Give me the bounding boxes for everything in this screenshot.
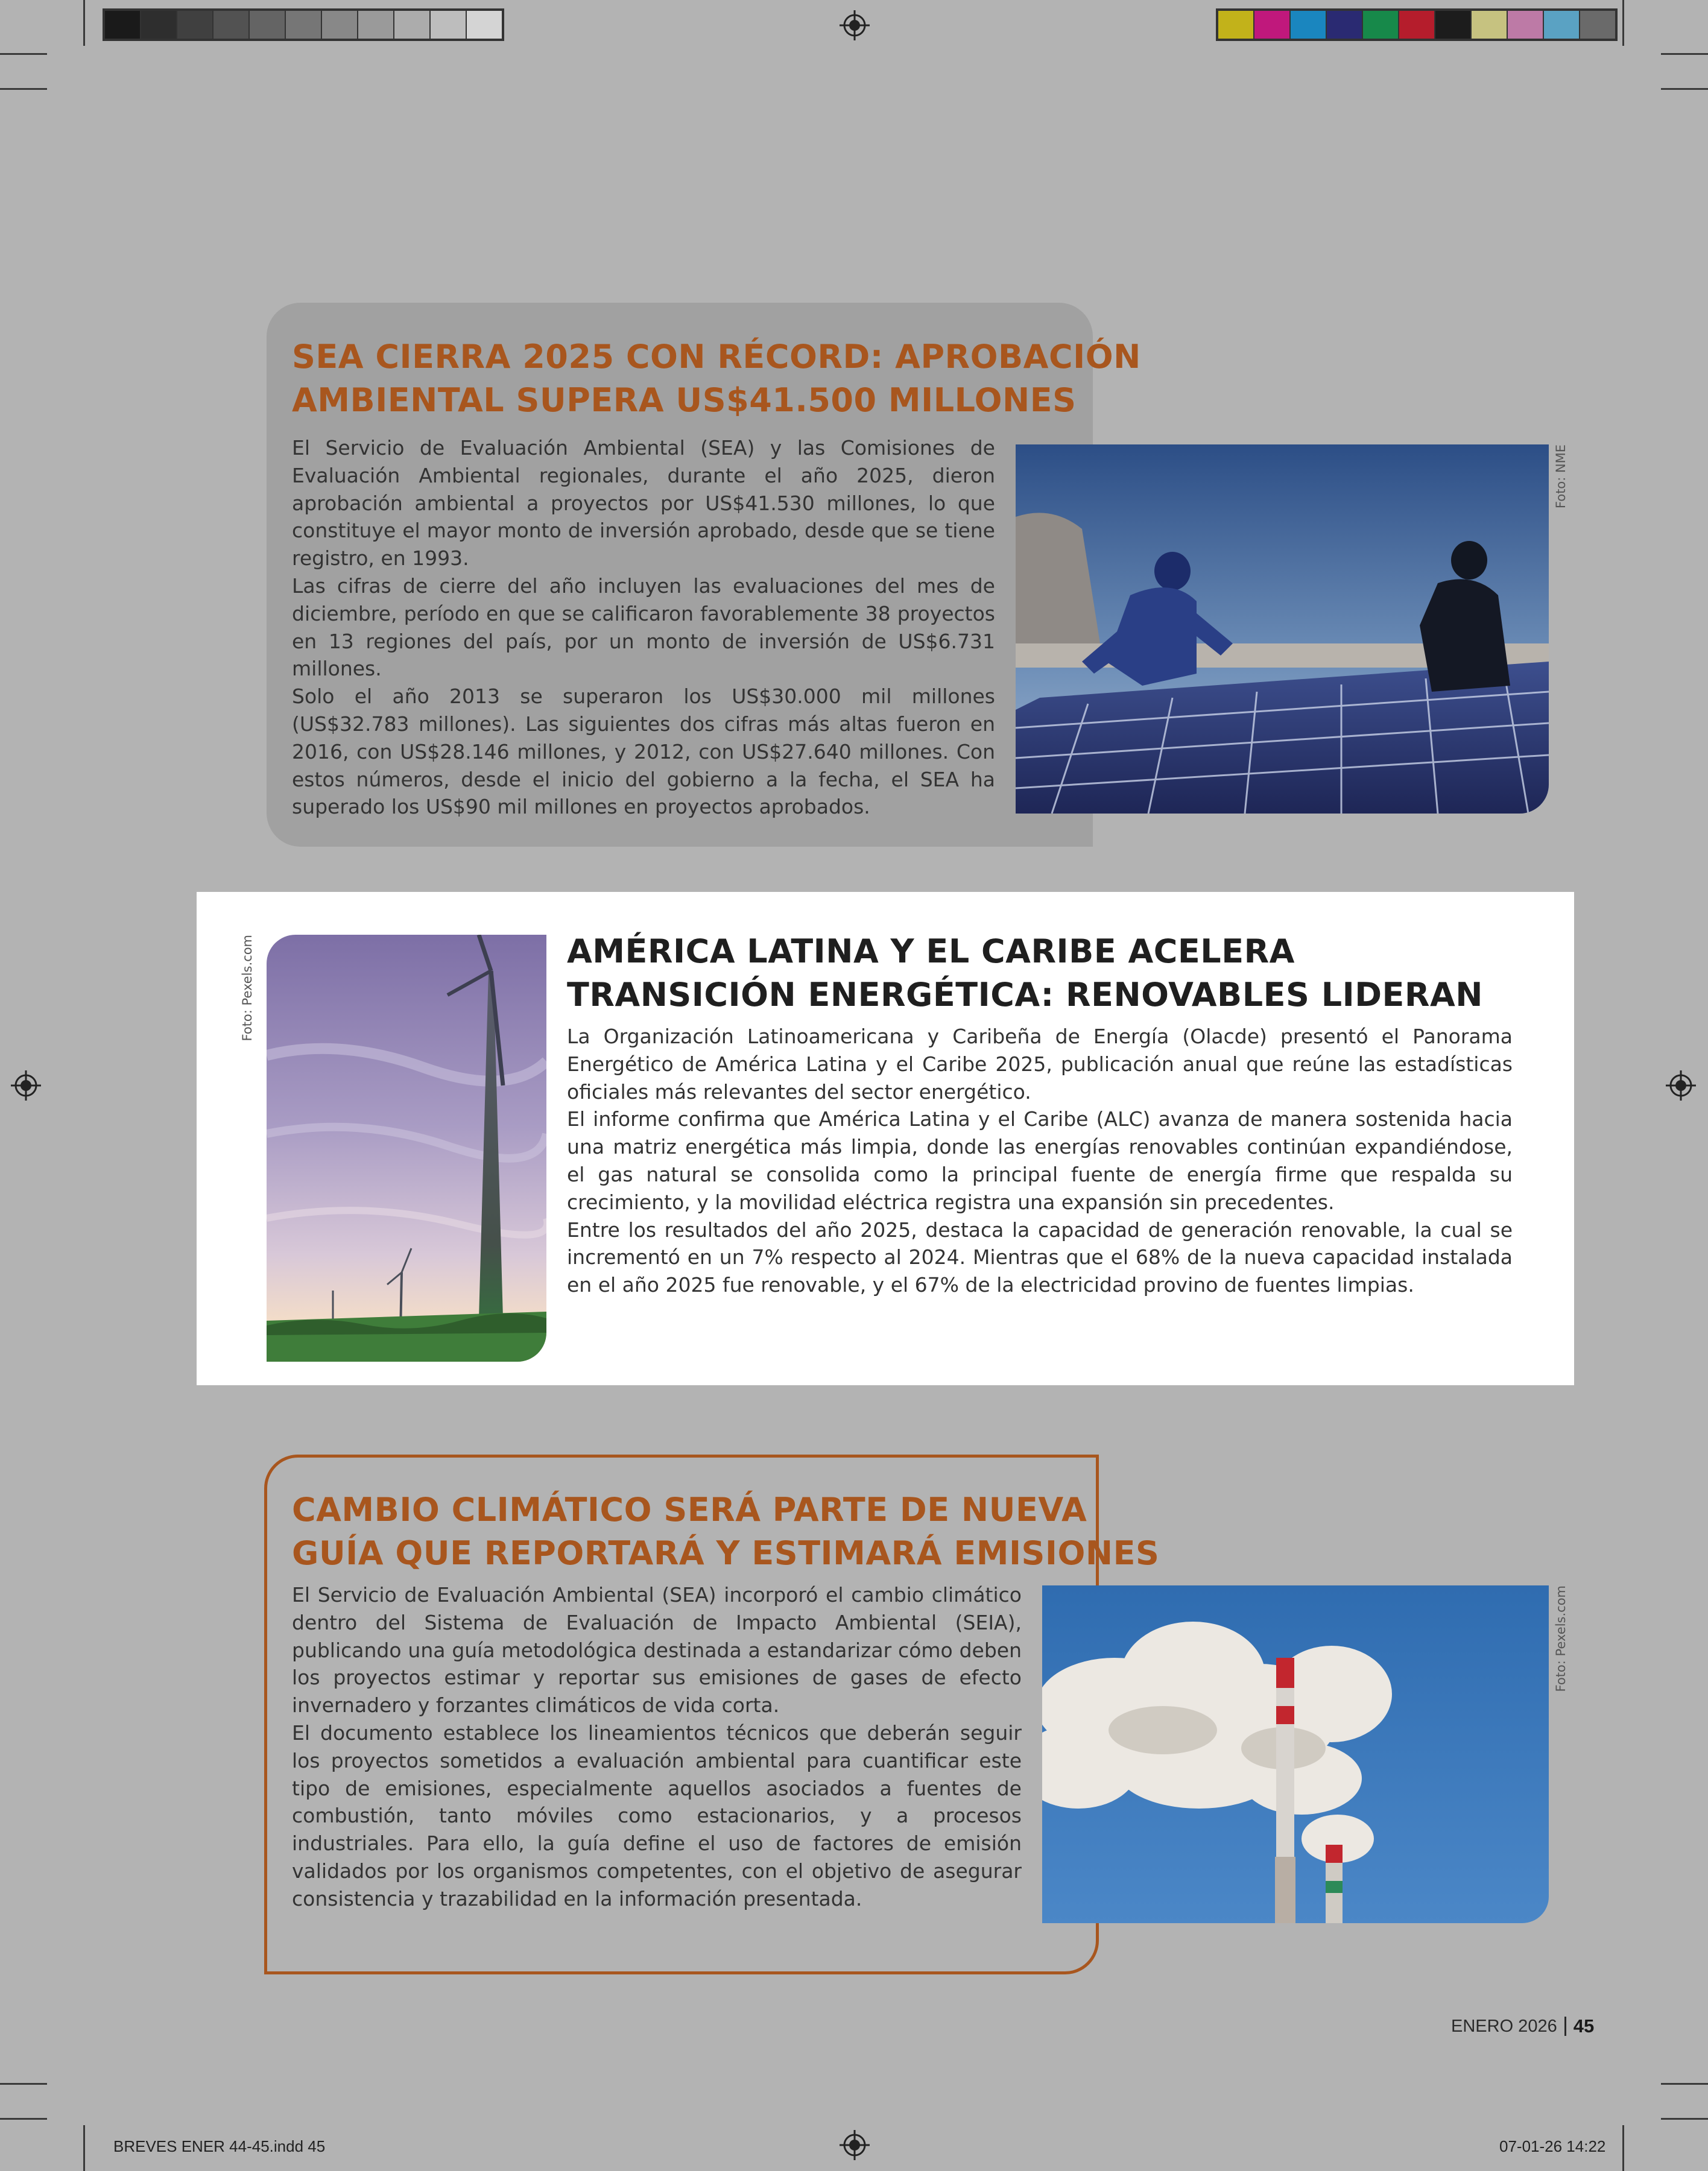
gray-swatch	[286, 11, 322, 39]
article-2-body	[567, 1023, 1513, 1299]
color-swatch	[1580, 11, 1615, 39]
gray-swatch	[394, 11, 431, 39]
gray-swatch	[467, 11, 502, 39]
color-swatch	[1399, 11, 1435, 39]
page-number: 45	[1573, 2015, 1595, 2037]
article-3-body	[292, 1581, 1022, 1913]
gray-swatch	[322, 11, 358, 39]
article-1-paragraph: Solo el año 2013 se superaron los US$30.000 mil millones (US$32.783 millones). Las siguientes dos cifras más altas fueron en 2016, con US$28.146 millones, y 2012, con US$27.640 millones. Con estos números, desde el inicio del gobierno a la fecha, el SEA ha superado los US$90 mil millones en proyectos aprobados.	[292, 684, 995, 819]
page-folio	[1451, 2014, 1594, 2038]
color-swatch	[1254, 11, 1291, 39]
article-1-paragraph: Las cifras de cierre del año incluyen las evaluaciones del mes de diciembre, período en que se calificaron favorablemente 38 proyectos en 13 regiones del país, por un monto de inversión de US$6.731 millones.	[292, 574, 995, 681]
wind-turbine-photo	[267, 935, 546, 1362]
article-2-paragraph: El informe confirma que América Latina y el Caribe (ALC) avanza de manera sostenida hacia una matriz energética más limpia, donde las energías renovables continúan expandiéndose, el gas natural se consolida como la principal fuente de energía firme que respalda su crecimiento, y la movilidad eléctrica registra una expansión sin precedentes.	[567, 1107, 1513, 1214]
gray-swatch	[250, 11, 286, 39]
solar-installation-photo	[1016, 444, 1549, 814]
article-2-title: AMÉRICA LATINA Y EL CARIBE ACELERA TRANSICIÓN ENERGÉTICA: RENOVABLES LIDERAN	[567, 932, 1483, 1014]
color-swatch	[1508, 11, 1544, 39]
color-swatch	[1218, 11, 1254, 39]
slug-date: 07-01-26 14:22	[1499, 2137, 1606, 2155]
color-swatch	[1363, 11, 1399, 39]
registration-mark-icon	[11, 1070, 41, 1101]
gray-swatch	[214, 11, 250, 39]
article-2-paragraph: La Organización Latinoamericana y Caribeña de Energía (Olacde) presentó el Panorama Energético de América Latina y el Caribe 2025, publicación anual que reúne las estadísticas oficiales más relevantes del sector energético.	[567, 1025, 1513, 1104]
color-swatch	[1544, 11, 1580, 39]
color-swatch	[1472, 11, 1508, 39]
gray-swatch	[177, 11, 214, 39]
registration-mark-icon	[1666, 1070, 1696, 1101]
slug-filename: BREVES ENER 44-45.indd 45	[113, 2137, 326, 2155]
article-3-title: CAMBIO CLIMÁTICO SERÁ PARTE DE NUEVA GUÍA QUE REPORTARÁ Y ESTIMARÁ EMISIONES	[292, 1491, 1160, 1572]
article-1-photo-credit: Foto: NME	[1554, 444, 1568, 509]
color-swatch	[1327, 11, 1363, 39]
article-2-paragraph: Entre los resultados del año 2025, destaca la capacidad de generación renovable, la cual se incrementó en un 7% respecto al 2024. Mientras que el 68% de la nueva capacidad instalada en el año 2025 fue renovable, y el 67% de la electricidad provino de fuentes limpias.	[567, 1218, 1513, 1297]
article-3-paragraph: El Servicio de Evaluación Ambiental (SEA) incorporó el cambio climático dentro del Sistema de Evaluación de Impacto Ambiental (SEIA), publicando una guía metodológica destinada a estandarizar cómo deben los proyectos estimar y reportar sus emisiones de gases de efecto invernadero y forzantes climáticos de vida corta.	[292, 1583, 1022, 1718]
registration-mark-icon	[840, 2130, 870, 2160]
issue-label: ENERO 2026	[1451, 2016, 1557, 2036]
gray-swatch	[141, 11, 177, 39]
color-swatch	[1435, 11, 1472, 39]
smokestack-photo	[1042, 1585, 1549, 1923]
article-3-photo-credit: Foto: Pexels.com	[1554, 1585, 1568, 1692]
article-3-paragraph: El documento establece los lineamientos técnicos que deberán seguir los proyectos sometidos a evaluación ambiental para cuantificar este tipo de emisiones, especialmente aquellos asociados a fuentes de combustión, tanto móviles como estacionarios, y a procesos industriales. Para ello, la guía define el uso de factores de emisión validados por los organismos competentes, con el objetivo de asegurar consistencia y trazabilidad en la información presentada.	[292, 1721, 1022, 1910]
gray-swatch	[105, 11, 141, 39]
article-1-paragraph: El Servicio de Evaluación Ambiental (SEA) y las Comisiones de Evaluación Ambiental regionales, durante el año 2025, dieron aprobación ambiental a proyectos por US$41.530 millones, lo que constituye el mayor monto de inversión aprobado, desde que se tiene registro, en 1993.	[292, 436, 995, 570]
registration-mark-icon	[840, 10, 870, 40]
process-color-bar	[1216, 8, 1618, 41]
folio-divider	[1564, 2017, 1566, 2036]
article-1-body	[292, 434, 995, 821]
color-swatch	[1291, 11, 1327, 39]
gray-swatch	[358, 11, 394, 39]
article-2-photo-credit: Foto: Pexels.com	[240, 935, 255, 1041]
article-1-title: SEA CIERRA 2025 CON RÉCORD: APROBACIÓN AMBIENTAL SUPERA US$41.500 MILLONES	[292, 338, 1141, 419]
gray-color-bar	[103, 8, 504, 41]
gray-swatch	[431, 11, 467, 39]
